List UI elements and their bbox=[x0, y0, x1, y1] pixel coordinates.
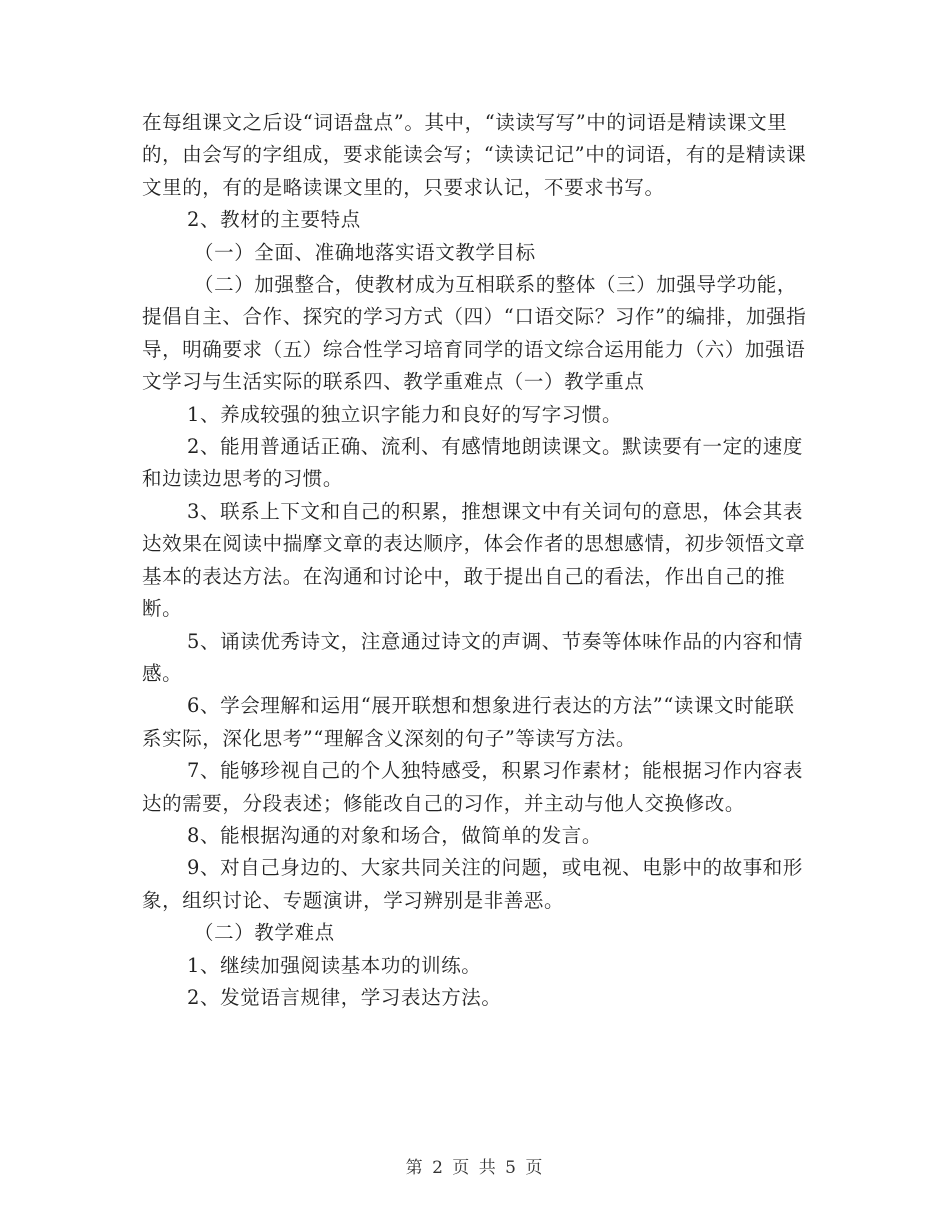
heading-difficulties: （二）教学难点 bbox=[194, 921, 335, 945]
key-point-7: 7、能够珍视自己的个人独特感受，积累习作素材；能根据习作内容表达的需要，分段表述；修能改自己的习作，并主动与他人交换修改。 bbox=[142, 759, 804, 815]
paragraph-word-review: 在每组课文之后设“词语盘点”。其中，“读读写写”中的词语是精读课文里的，由会写的字组成，要求能读会写；“读读记记”中的词语，有的是精读课文里的，有的是略读课文里的，只要求认记，不要求书写。 bbox=[142, 111, 807, 199]
page-footer: 第 2 页 共 5 页 bbox=[405, 1158, 545, 1178]
key-point-1: 1、养成较强的独立识字能力和良好的写字习惯。 bbox=[187, 402, 623, 426]
key-point-8: 8、能根据沟通的对象和场合，做简单的发言。 bbox=[187, 823, 603, 847]
key-point-5: 5、诵读优秀诗文，注意通过诗文的声调、节奏等体味作品的内容和情感。 bbox=[142, 629, 804, 685]
difficulty-2: 2、发觉语言规律，学习表达方法。 bbox=[187, 985, 502, 1009]
feature-1: （一）全面、准确地落实语文教学目标 bbox=[194, 240, 536, 264]
key-point-3: 3、联系上下文和自己的积累，推想课文中有关词句的意思，体会其表达效果在阅读中揣摩文章的表达顺序，体会作者的思想感情，初步领悟文章基本的表达方法。在沟通和讨论中，敢于提出自己的看法，作出自己的推断。 bbox=[142, 499, 806, 621]
difficulty-1: 1、继续加强阅读基本功的训练。 bbox=[187, 953, 482, 977]
key-point-6: 6、学会理解和运用“展开联想和想象进行表达的方法”“读课文时能联系实际，深化思考”“理解含义深刻的句子”等读写方法。 bbox=[142, 694, 795, 750]
key-point-9: 9、对自己身边的、大家共同关注的问题，或电视、电影中的故事和形象，组织讨论、专题演讲，学习辨别是非善恶。 bbox=[142, 856, 804, 912]
key-point-2: 2、能用普通话正确、流利、有感情地朗读课文。默读要有一定的速度和边读边思考的习惯。 bbox=[142, 435, 804, 491]
feature-2-to-6: （二）加强整合，使教材成为互相联系的整体（三）加强导学功能，提倡自主、合作、探究的学习方式（四）“口语交际？习作”的编排，加强指导，明确要求（五）综合性学习培育同学的语文综合运用能力（六）加强语文学习与生活实际的联系四、教学重难点（一）教学重点 bbox=[142, 273, 807, 394]
heading-textbook-features: 2、教材的主要特点 bbox=[187, 208, 361, 232]
page-body bbox=[142, 107, 812, 1014]
